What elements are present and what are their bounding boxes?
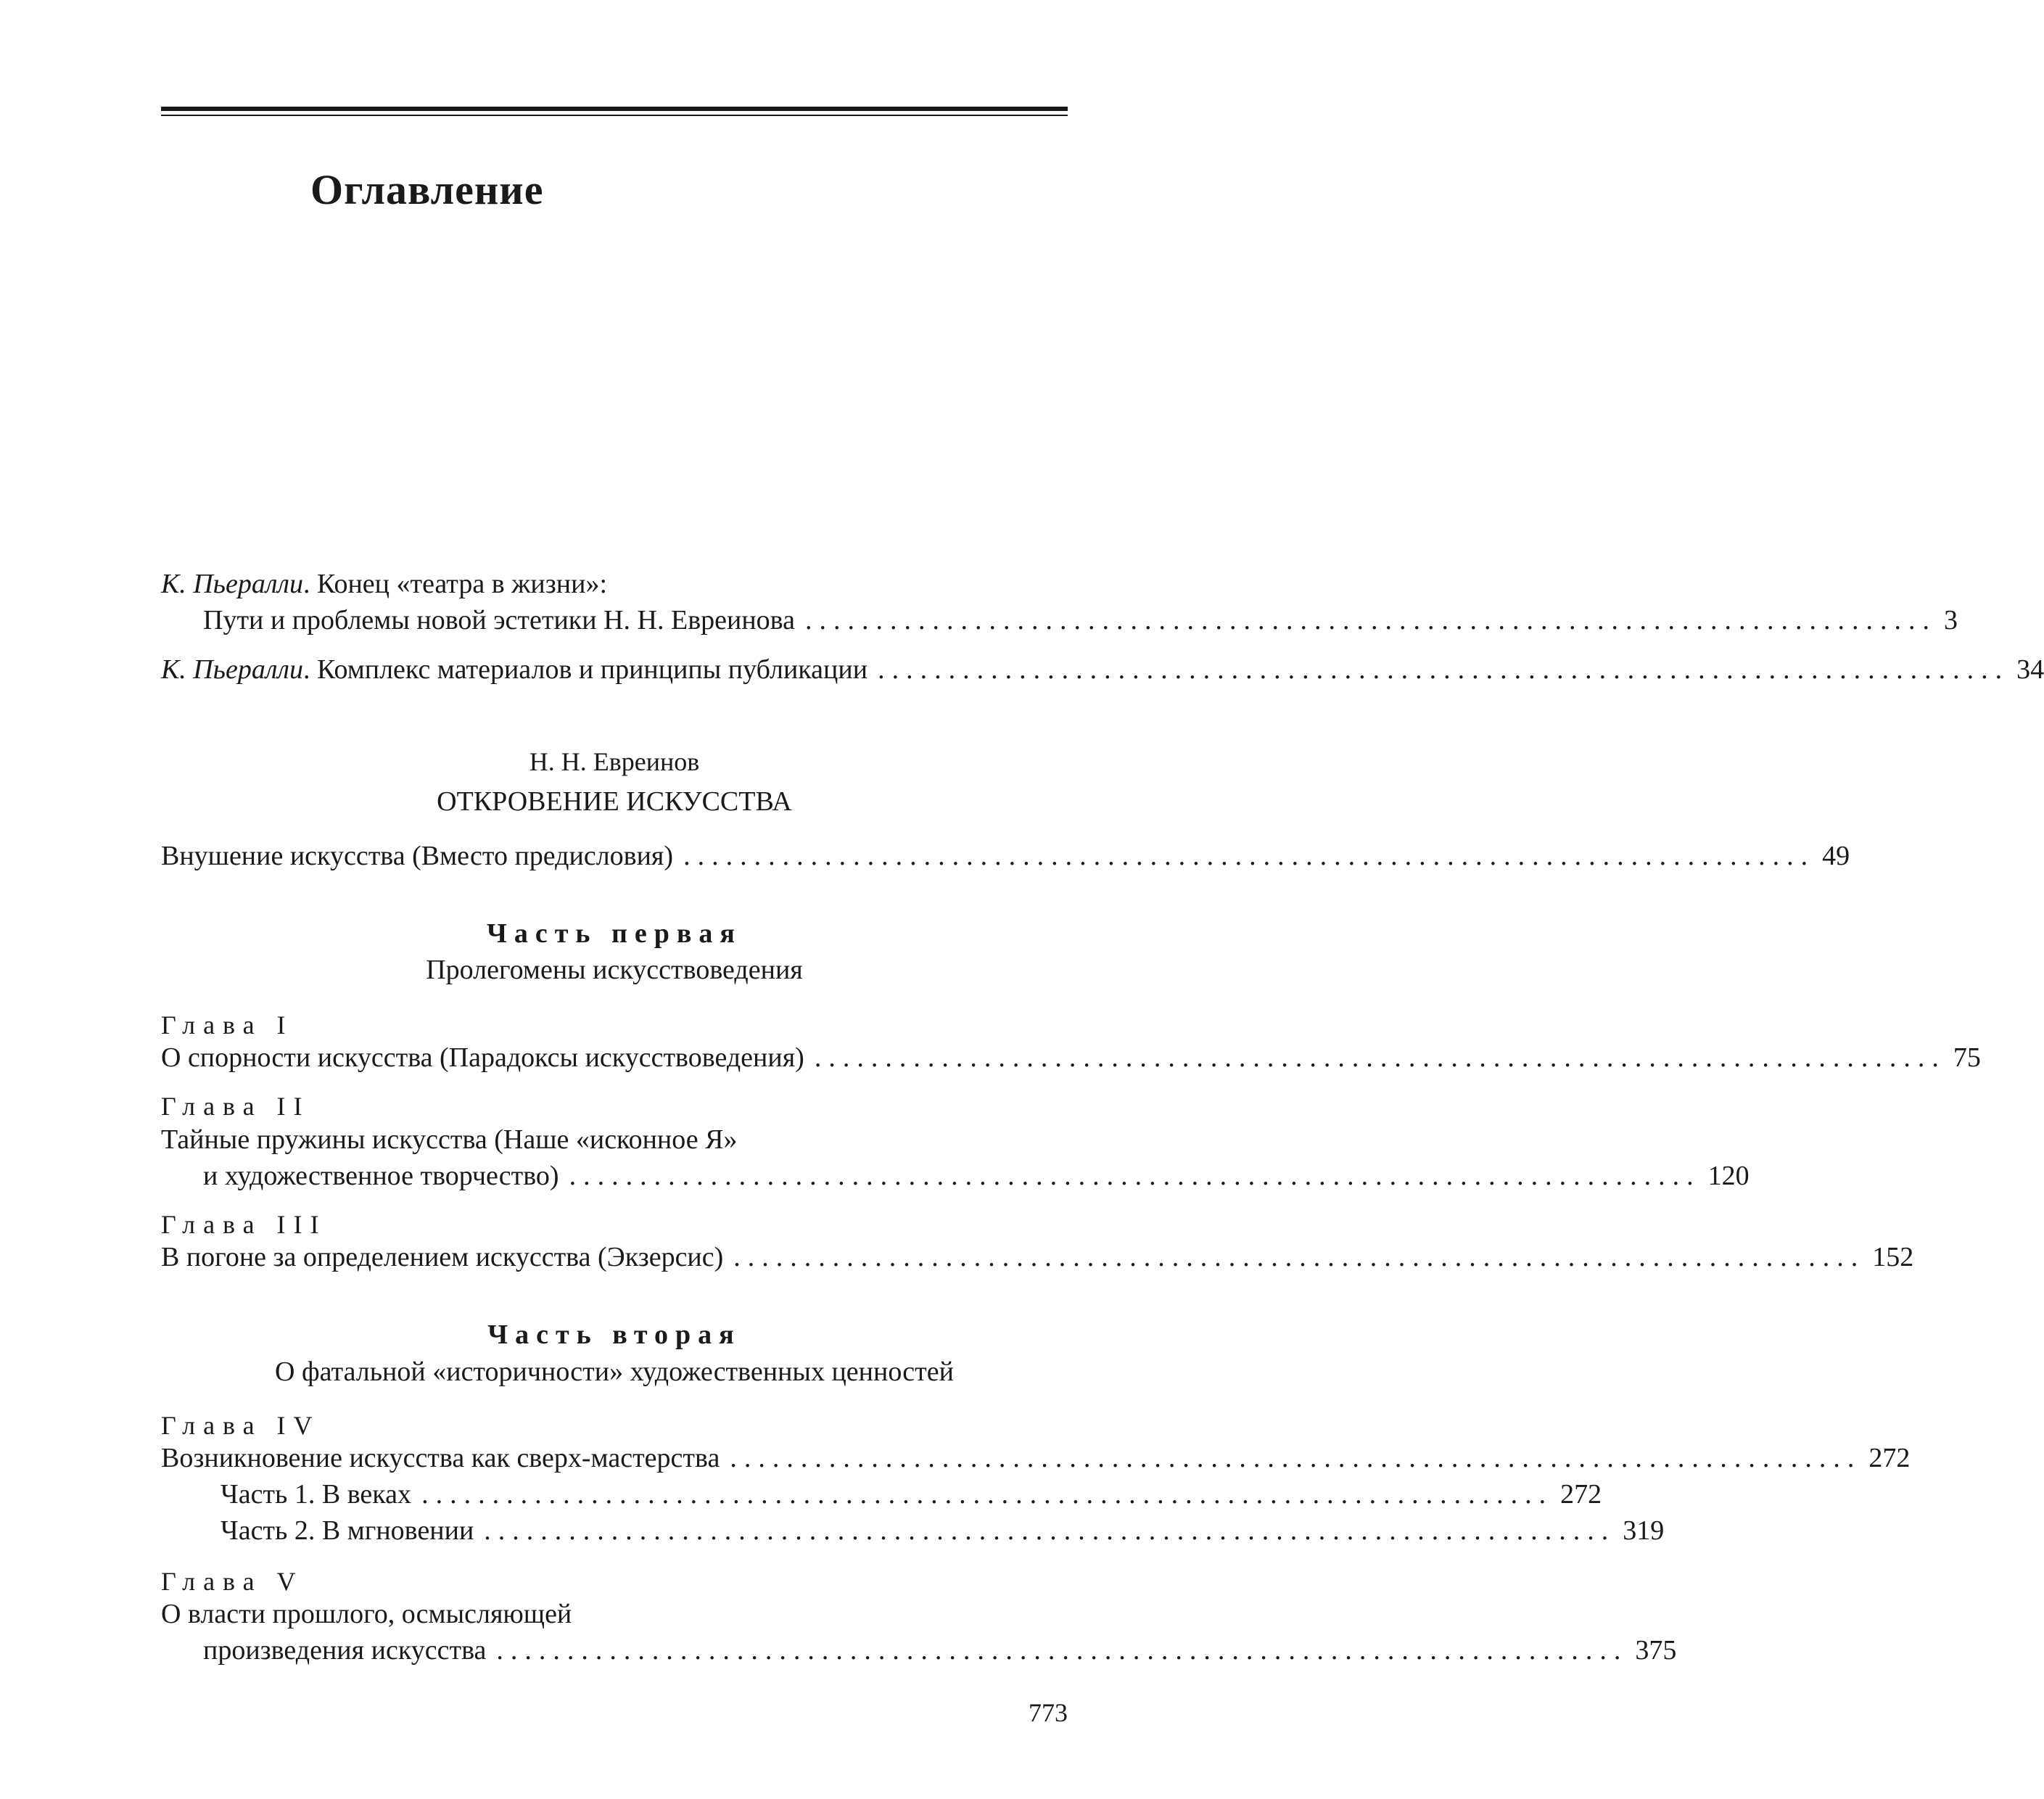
work-title: ОТКРОВЕНИЕ ИСКУССТВА <box>437 786 792 817</box>
entry-author: К. Пьералли <box>161 569 303 599</box>
toc-entry-intro-2[interactable] <box>161 651 2044 688</box>
page-title: Оглавление <box>310 166 544 213</box>
part-2-subtitle: О фатальной «историчности» художественных ценностей <box>275 1357 954 1387</box>
entry-page: 34 <box>2016 654 2044 685</box>
leader-dots: ................................................................................ <box>733 1242 1866 1272</box>
leader-dots: ................................................................................ <box>814 1042 1946 1073</box>
leader-dots: ................................................................................ <box>878 654 2010 685</box>
chapter-2-label: Глава II <box>161 1092 310 1121</box>
toc-entry-intro-1-line2[interactable] <box>161 602 1958 638</box>
toc-entry-intro-1-line1 <box>161 566 1068 602</box>
toc-entry-chapter-1[interactable] <box>161 1040 1981 1076</box>
entry-page: 120 <box>1707 1161 1750 1191</box>
toc-entry-chapter-2-line1: Тайные пружины искусства (Наше «исконное Я» <box>161 1124 738 1155</box>
entry-page: 272 <box>1868 1443 1911 1473</box>
toc-entry-chapter-4[interactable] <box>161 1440 1911 1476</box>
entry-page: 152 <box>1872 1242 1914 1272</box>
chapter-5-label: Глава V <box>161 1567 304 1596</box>
part-1-heading: Часть первая <box>487 918 742 949</box>
leader-dots: ................................................................................ <box>683 841 1816 871</box>
leader-dots: ................................................................................ <box>484 1515 1616 1546</box>
toc-subentry-4-2[interactable] <box>161 1512 1665 1549</box>
page-number: 773 <box>1029 1698 1068 1727</box>
leader-dots: ................................................................................ <box>804 605 1937 635</box>
entry-title-cont: и художественное творчество) <box>203 1161 559 1191</box>
entry-page: 375 <box>1635 1635 1677 1666</box>
entry-author: К. Пьералли <box>161 654 303 685</box>
entry-title-cont: Пути и проблемы новой эстетики Н. Н. Евреинова <box>203 605 795 635</box>
part-1-subtitle: Пролегомены искусствоведения <box>426 955 803 985</box>
entry-title: Возникновение искусства как сверх-мастерства <box>161 1443 720 1473</box>
toc-entry-chapter-5[interactable] <box>161 1632 1677 1668</box>
entry-page: 49 <box>1822 841 1850 871</box>
entry-title: Часть 1. В веках <box>221 1479 412 1510</box>
leader-dots: ................................................................................ <box>421 1479 1554 1510</box>
entry-title-cont: произведения искусства <box>203 1635 487 1666</box>
entry-title: Внушение искусства (Вместо предисловия) <box>161 841 674 871</box>
toc-subentry-4-1[interactable] <box>161 1476 1602 1512</box>
entry-title: В погоне за определением искусства (Экзерсис) <box>161 1242 724 1272</box>
top-rule-thick <box>161 107 1068 111</box>
top-rule-thin <box>161 115 1068 116</box>
part-2-heading: Часть вторая <box>487 1320 741 1350</box>
entry-page: 75 <box>1953 1042 1981 1073</box>
chapter-4-label: Глава IV <box>161 1411 321 1440</box>
entry-page: 272 <box>1560 1479 1602 1510</box>
entry-title: Часть 2. В мгновении <box>221 1515 474 1546</box>
chapter-3-label: Глава III <box>161 1210 327 1239</box>
entry-title: О спорности искусства (Парадоксы искусствоведения) <box>161 1042 804 1073</box>
entry-page: 3 <box>1943 605 1958 635</box>
toc-entry-preface[interactable] <box>161 838 1850 874</box>
leader-dots: ................................................................................ <box>569 1161 1701 1191</box>
toc-entry-chapter-2[interactable] <box>161 1158 1750 1194</box>
toc-entry-chapter-5-line1: О власти прошлого, осмысляющей <box>161 1599 572 1629</box>
entry-title: . Комплекс материалов и принципы публикации <box>302 654 868 685</box>
chapter-1-label: Глава I <box>161 1010 294 1040</box>
entry-page: 319 <box>1623 1515 1665 1546</box>
work-author: Н. Н. Евреинов <box>529 747 700 776</box>
toc-entry-chapter-3[interactable] <box>161 1239 1914 1275</box>
leader-dots: ................................................................................ <box>730 1443 1862 1473</box>
leader-dots: ................................................................................ <box>496 1635 1628 1666</box>
entry-title: . Конец «театра в жизни»: <box>302 569 608 599</box>
